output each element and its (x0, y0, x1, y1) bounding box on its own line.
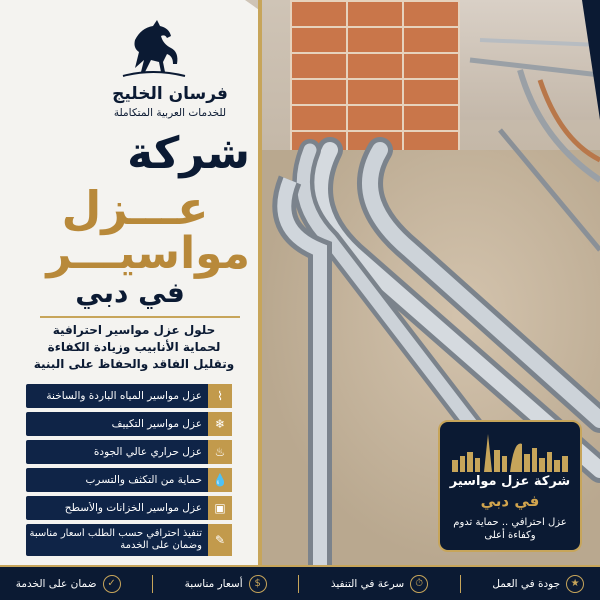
intro-line-2: لحماية الأنابيب وزيادة الكفاءة (47, 340, 221, 354)
panel-gold-border (258, 0, 262, 565)
headline-line-2: عـــزل (61, 181, 209, 235)
temperature-icon: ⌇ (208, 384, 232, 408)
tools-icon: ✎ (208, 524, 232, 556)
footer-item-warranty (16, 575, 121, 593)
footer-divider (298, 575, 299, 593)
footer-label: جودة في العمل (492, 577, 561, 590)
footer-bar (0, 565, 600, 600)
footer-label: سرعة في التنفيذ (330, 577, 405, 590)
water-drop-icon: 💧 (208, 468, 232, 492)
service-label: عزل حراري عالي الجودة (93, 446, 202, 458)
dubai-skyline-icon (448, 430, 574, 472)
headline-line-4: في دبي (75, 276, 185, 309)
shield-icon: ✓ (103, 575, 121, 593)
service-item (26, 468, 232, 492)
service-item (26, 524, 232, 556)
brand-name: فرسان الخليج (112, 84, 228, 104)
headline-line-3: مواسيـــر (46, 228, 250, 279)
brand-subtitle: للخدمات العربية المتكاملة (113, 107, 227, 119)
card-tagline: عزل احترافي .. حماية تدوم وكفاءة أعلى (453, 517, 567, 541)
service-label: حماية من التكثف والتسرب (85, 474, 202, 486)
service-label: عزل مواسير التكييف (111, 418, 202, 430)
intro-line-3: وتقليل الفاقد والحفاظ على البنية (33, 357, 235, 371)
footer-label: ضمان على الخدمة (15, 577, 97, 590)
intro-line-1: حلول عزل مواسير احترافية (52, 323, 216, 337)
divider (40, 316, 240, 318)
service-item (26, 496, 232, 520)
footer-divider (460, 575, 461, 593)
service-label: عزل مواسير المياه الباردة والساخنة (46, 390, 202, 402)
services-list (26, 384, 232, 560)
footer-divider (152, 575, 153, 593)
footer-label: أسعار مناسبة (184, 577, 243, 590)
card-title: شركة عزل مواسير (449, 474, 571, 489)
footer-item-quality (492, 575, 584, 593)
card-city: في دبي (480, 492, 540, 510)
service-item (26, 384, 232, 408)
service-item (26, 440, 232, 464)
price-icon: $ (249, 575, 267, 593)
quality-badge-icon: ★ (566, 575, 584, 593)
footer-item-speed (331, 575, 428, 593)
heat-icon: ♨ (208, 440, 232, 464)
horse-logo-icon (113, 18, 193, 80)
service-label: عزل مواسير الخزانات والأسطح (64, 502, 202, 514)
headline-line-1: شركة (127, 128, 250, 179)
snowflake-icon: ❄ (208, 412, 232, 436)
promo-card (438, 420, 582, 552)
speed-icon: ⏱ (410, 575, 428, 593)
footer-item-price (185, 575, 267, 593)
intro-text (20, 322, 248, 373)
tank-icon: ▣ (208, 496, 232, 520)
service-label: تنفيذ احترافي حسب الطلب أسعار مناسبة وضمان على الخدمة (29, 528, 202, 551)
service-item (26, 412, 232, 436)
